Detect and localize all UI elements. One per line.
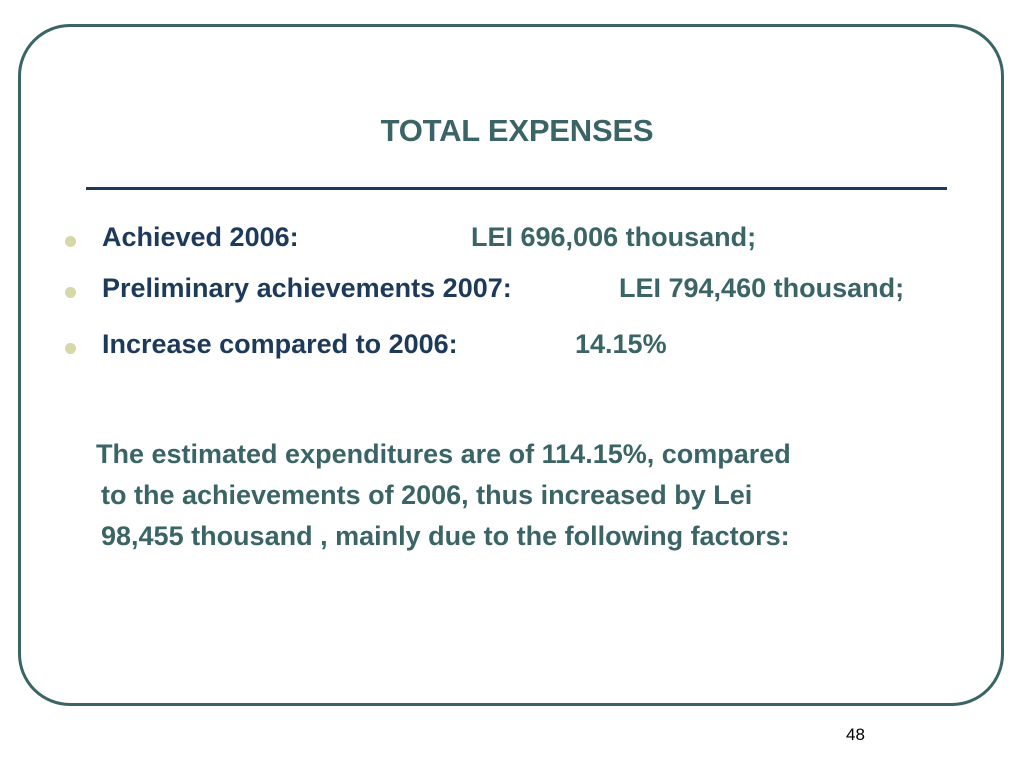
bullet-label: Achieved 2006: [102, 222, 299, 252]
bullet-dot-icon [65, 343, 76, 354]
bullet-label: Preliminary achievements 2007: [102, 273, 512, 303]
bullet-dot-icon [65, 287, 76, 298]
slide-title: TOTAL EXPENSES [380, 113, 654, 148]
title-divider [86, 187, 947, 190]
bullet-label: Increase compared to 2006: [102, 329, 458, 359]
page-number: 48 [846, 725, 865, 744]
bullet-value: LEI 794,460 thousand; [619, 273, 905, 303]
bullet-dot-icon [65, 236, 76, 247]
paragraph-line: The estimated expenditures are of 114.15%, compared [96, 439, 791, 469]
bullet-value: LEI 696,006 thousand; [471, 222, 757, 252]
summary-paragraph [96, 434, 986, 557]
paragraph-line: 98,455 thousand , mainly due to the following factors: [101, 521, 790, 551]
paragraph-line: to the achievements of 2006, thus increased by Lei [101, 480, 753, 510]
bullet-value: 14.15% [575, 329, 667, 359]
